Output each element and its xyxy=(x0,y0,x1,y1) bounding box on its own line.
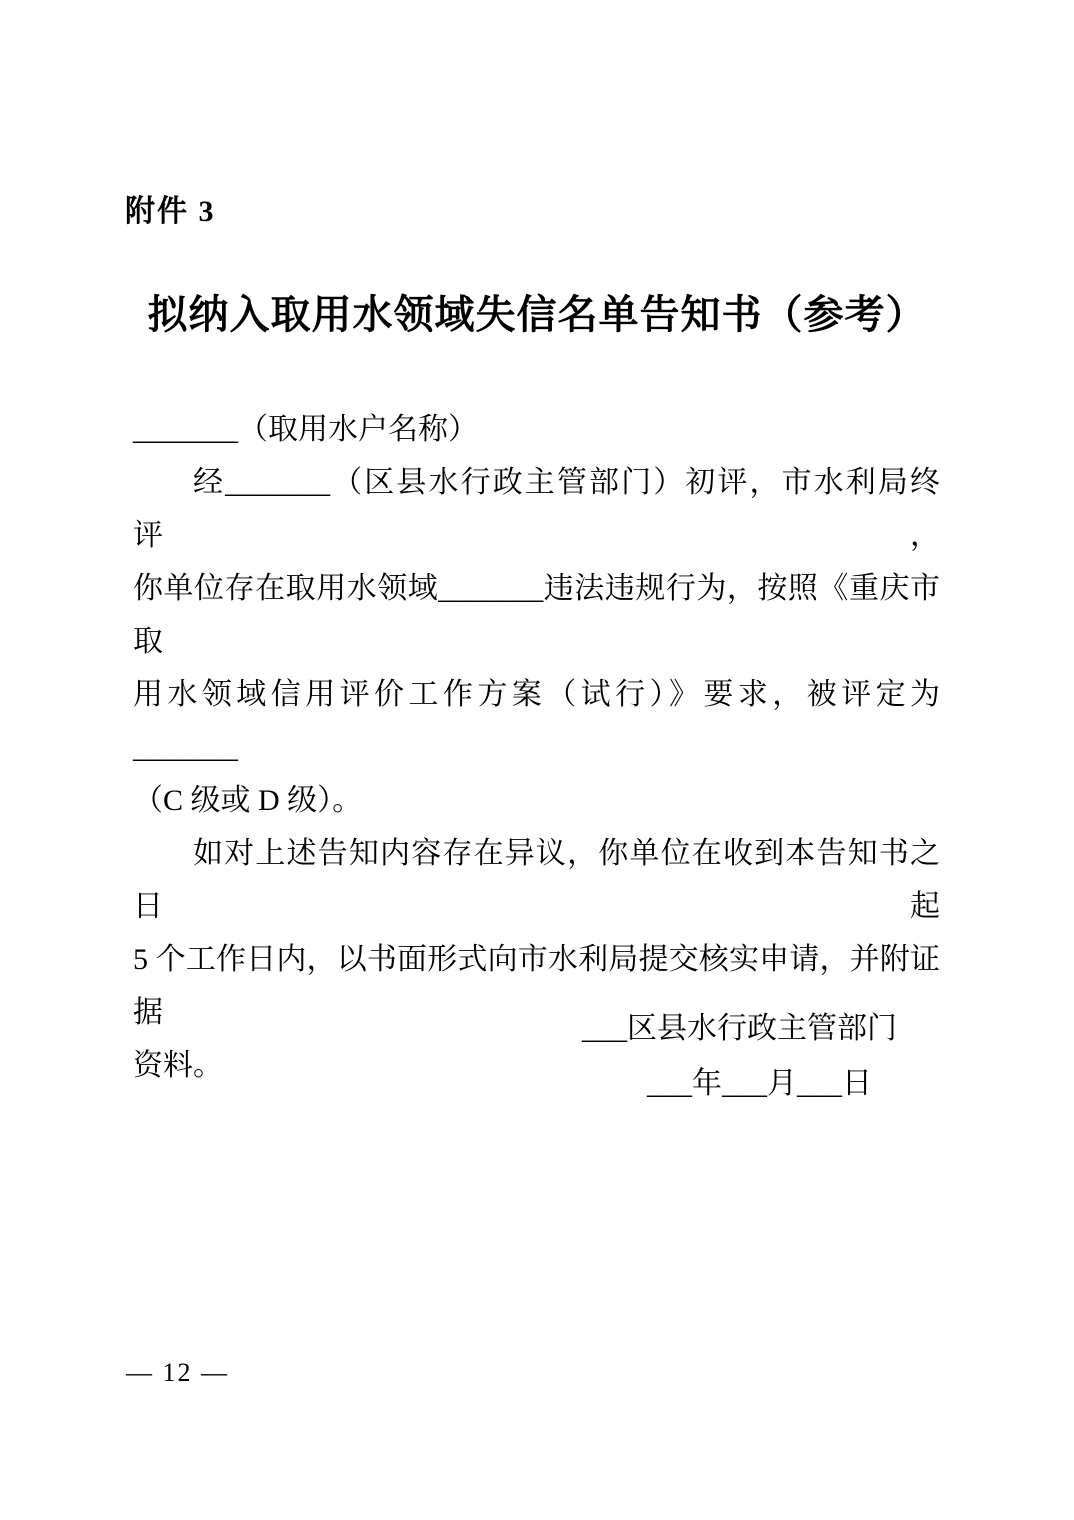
body-line: 经_______（区县水行政主管部门）初评，市水利局终评， xyxy=(133,466,940,552)
body-line: 你单位存在取用水领域_______违法违规行为，按照《重庆市取 xyxy=(133,572,940,658)
signoff-agency: ___区县水行政主管部门 xyxy=(582,1012,897,1045)
body-line: 如对上述告知内容存在异议，你单位在收到本告知书之日起 xyxy=(133,837,940,923)
attachment-label: 附件 3 xyxy=(125,195,216,228)
page-number: — 12 — xyxy=(126,1358,229,1387)
document-body xyxy=(133,403,940,1092)
body-line: 5 个工作日内，以书面形式向市水利局提交核实申请，并附证据 xyxy=(133,943,940,1029)
body-line: 资料。 xyxy=(133,1049,223,1082)
body-line-recipient-blank: _______（取用水户名称） xyxy=(133,413,478,446)
signoff-date: ___年___月___日 xyxy=(647,1067,872,1100)
body-line: （C 级或 D 级）。 xyxy=(133,784,363,817)
body-line: 用水领域信用评价工作方案（试行）》要求，被评定为_______ xyxy=(133,678,940,764)
page-title: 拟纳入取用水领域失信名单告知书（参考） xyxy=(147,292,927,337)
